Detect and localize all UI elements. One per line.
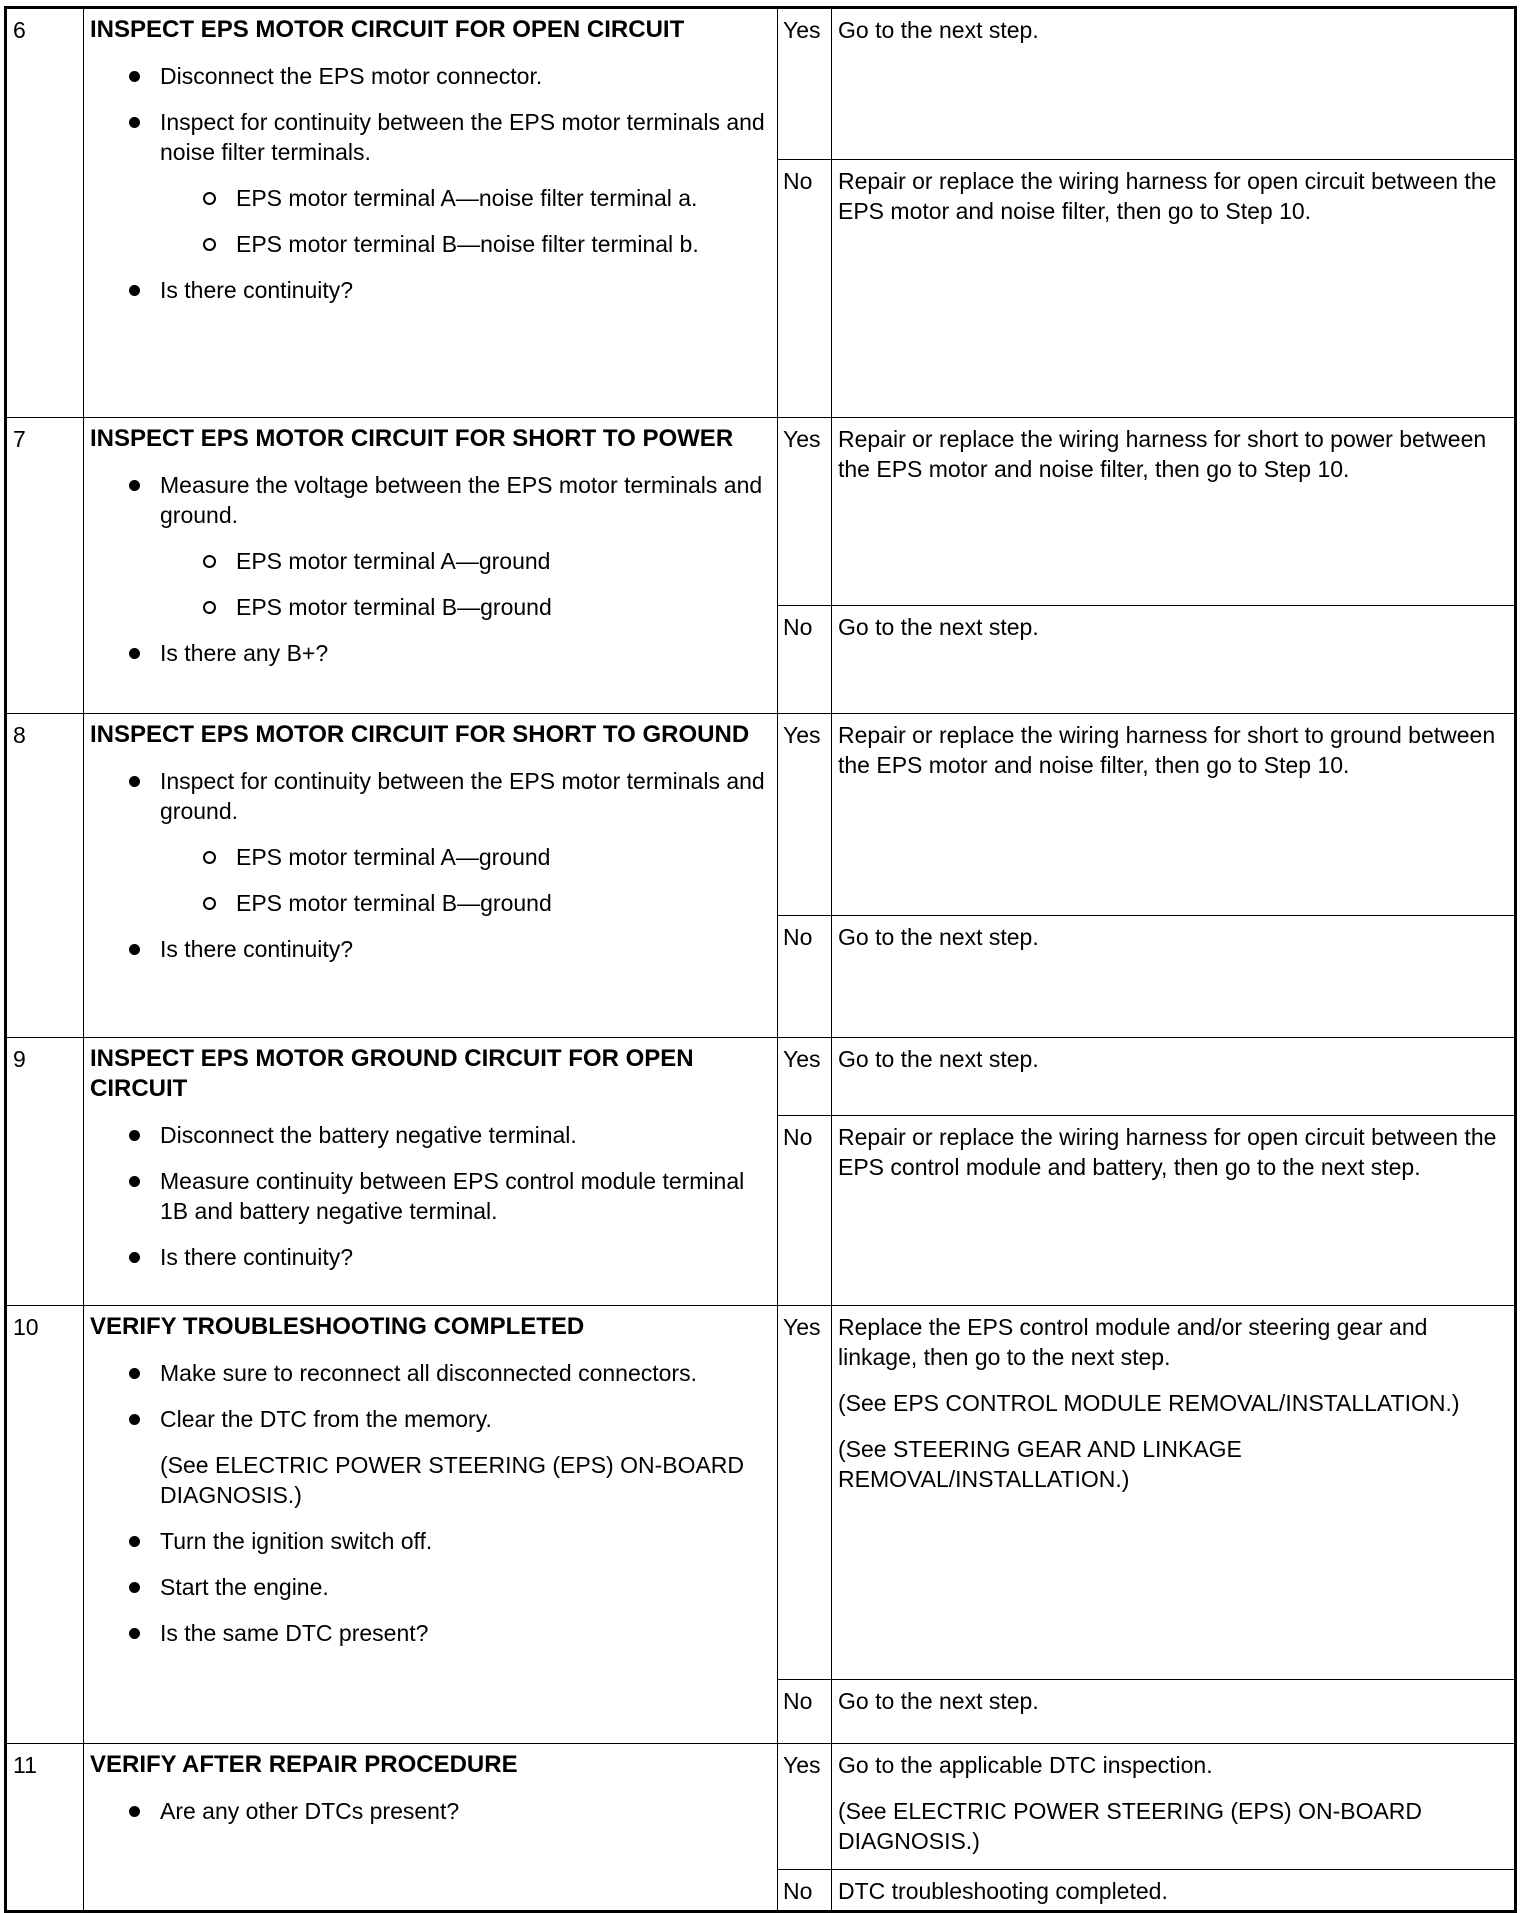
result-paragraph: Go to the applicable DTC inspection. (838, 1752, 1213, 1778)
result-paragraph: Go to the next step. (838, 1046, 1039, 1072)
step-procedure (84, 418, 778, 714)
action-text: Is there continuity? (160, 1244, 354, 1270)
step-number: 11 (6, 1744, 84, 1912)
action-list (90, 1358, 767, 1648)
action-text: Inspect for continuity between the EPS motor terminals and ground. (160, 768, 765, 824)
action-text: Measure continuity between EPS control module terminal 1B and battery negative terminal. (160, 1168, 745, 1224)
no-result (832, 916, 1516, 1038)
result-paragraph: Repair or replace the wiring harness for short to power between the EPS motor and noise filter, then go to Step 10. (838, 426, 1487, 482)
yes-label: Yes (778, 418, 832, 606)
step-row (6, 8, 1516, 160)
result-paragraph: DTC troubleshooting completed. (838, 1878, 1168, 1904)
action-text: Disconnect the EPS motor connector. (160, 63, 543, 89)
action-list (90, 1796, 767, 1826)
step-procedure (84, 714, 778, 1038)
action-item (160, 1404, 767, 1510)
step-row (6, 714, 1516, 916)
action-text: Is the same DTC present? (160, 1620, 429, 1646)
action-text: Start the engine. (160, 1574, 329, 1600)
sub-item: EPS motor terminal A—noise filter terminal a. (236, 183, 767, 213)
result-paragraph: Go to the next step. (838, 17, 1039, 43)
action-item (160, 1618, 767, 1648)
yes-label: Yes (778, 1306, 832, 1680)
step-number: 8 (6, 714, 84, 1038)
no-label: No (778, 1680, 832, 1744)
action-item (160, 1526, 767, 1556)
yes-result (832, 1306, 1516, 1680)
action-item (160, 934, 767, 964)
sub-list (160, 842, 767, 918)
step-title: VERIFY AFTER REPAIR PROCEDURE (90, 1751, 518, 1778)
troubleshooting-table (4, 6, 1517, 1913)
step-title: INSPECT EPS MOTOR CIRCUIT FOR SHORT TO GROUND (90, 721, 750, 748)
step-title: INSPECT EPS MOTOR CIRCUIT FOR SHORT TO POWER (90, 425, 734, 452)
no-result (832, 160, 1516, 418)
action-text: Clear the DTC from the memory. (160, 1406, 492, 1432)
step-row (6, 1744, 1516, 1870)
result-paragraph: Go to the next step. (838, 1688, 1039, 1714)
action-item (160, 1242, 767, 1272)
action-text: Turn the ignition switch off. (160, 1528, 433, 1554)
action-item (160, 1572, 767, 1602)
action-list (90, 1120, 767, 1272)
action-item (160, 275, 767, 305)
step-title: VERIFY TROUBLESHOOTING COMPLETED (90, 1313, 585, 1340)
sub-list (160, 183, 767, 259)
yes-result (832, 8, 1516, 160)
step-title: INSPECT EPS MOTOR GROUND CIRCUIT FOR OPEN CIRCUIT (90, 1045, 694, 1102)
sub-item: EPS motor terminal B—ground (236, 888, 767, 918)
yes-label: Yes (778, 1744, 832, 1870)
no-result (832, 1870, 1516, 1912)
yes-result (832, 1744, 1516, 1870)
yes-label: Yes (778, 8, 832, 160)
step-number: 10 (6, 1306, 84, 1744)
no-result (832, 606, 1516, 714)
step-row (6, 1306, 1516, 1680)
action-item (160, 766, 767, 918)
action-item (160, 470, 767, 622)
step-row (6, 1038, 1516, 1116)
action-item (160, 61, 767, 91)
step-title: INSPECT EPS MOTOR CIRCUIT FOR OPEN CIRCUIT (90, 16, 685, 43)
no-label: No (778, 160, 832, 418)
action-list (90, 766, 767, 964)
action-item (160, 107, 767, 259)
result-paragraph: Repair or replace the wiring harness for open circuit between the EPS control module and battery, then go to the next step. (838, 1124, 1497, 1180)
action-text: Disconnect the battery negative terminal. (160, 1122, 577, 1148)
sub-item: EPS motor terminal A—ground (236, 546, 767, 576)
result-paragraph: (See STEERING GEAR AND LINKAGE REMOVAL/INSTALLATION.) (838, 1436, 1242, 1492)
step-procedure (84, 1038, 778, 1306)
sub-item: EPS motor terminal B—noise filter terminal b. (236, 229, 767, 259)
no-label: No (778, 916, 832, 1038)
sub-item: EPS motor terminal B—ground (236, 592, 767, 622)
step-procedure (84, 1744, 778, 1912)
action-text: Inspect for continuity between the EPS motor terminals and noise filter terminals. (160, 109, 765, 165)
action-item (160, 1358, 767, 1388)
step-number: 6 (6, 8, 84, 418)
result-paragraph: (See ELECTRIC POWER STEERING (EPS) ON-BOARD DIAGNOSIS.) (838, 1798, 1423, 1854)
action-text: Make sure to reconnect all disconnected connectors. (160, 1360, 697, 1386)
action-text: Is there any B+? (160, 640, 329, 666)
action-item (160, 1120, 767, 1150)
action-item (160, 1166, 767, 1226)
action-text: Are any other DTCs present? (160, 1798, 460, 1824)
step-row (6, 418, 1516, 606)
no-result (832, 1116, 1516, 1306)
result-paragraph: (See EPS CONTROL MODULE REMOVAL/INSTALLATION.) (838, 1390, 1460, 1416)
action-item (160, 1796, 767, 1826)
yes-label: Yes (778, 1038, 832, 1116)
yes-result (832, 1038, 1516, 1116)
no-result (832, 1680, 1516, 1744)
troubleshooting-table-body (6, 8, 1516, 1912)
action-text: Measure the voltage between the EPS motor terminals and ground. (160, 472, 763, 528)
reference-note: (See ELECTRIC POWER STEERING (EPS) ON-BOARD DIAGNOSIS.) (160, 1452, 745, 1508)
action-list (90, 61, 767, 305)
step-procedure (84, 1306, 778, 1744)
result-paragraph: Go to the next step. (838, 614, 1039, 640)
step-procedure (84, 8, 778, 418)
result-paragraph: Repair or replace the wiring harness for short to ground between the EPS motor and noise filter, then go to Step 10. (838, 722, 1496, 778)
result-paragraph: Go to the next step. (838, 924, 1039, 950)
step-number: 9 (6, 1038, 84, 1306)
action-item (160, 638, 767, 668)
no-label: No (778, 1870, 832, 1912)
action-text: Is there continuity? (160, 277, 354, 303)
action-list (90, 470, 767, 668)
troubleshooting-document (4, 6, 1514, 1913)
no-label: No (778, 1116, 832, 1306)
yes-result (832, 714, 1516, 916)
yes-label: Yes (778, 714, 832, 916)
yes-result (832, 418, 1516, 606)
action-text: Is there continuity? (160, 936, 354, 962)
result-paragraph: Repair or replace the wiring harness for open circuit between the EPS motor and noise filter, then go to Step 10. (838, 168, 1497, 224)
no-label: No (778, 606, 832, 714)
sub-item: EPS motor terminal A—ground (236, 842, 767, 872)
step-number: 7 (6, 418, 84, 714)
sub-list (160, 546, 767, 622)
result-paragraph: Replace the EPS control module and/or steering gear and linkage, then go to the next step. (838, 1314, 1428, 1370)
